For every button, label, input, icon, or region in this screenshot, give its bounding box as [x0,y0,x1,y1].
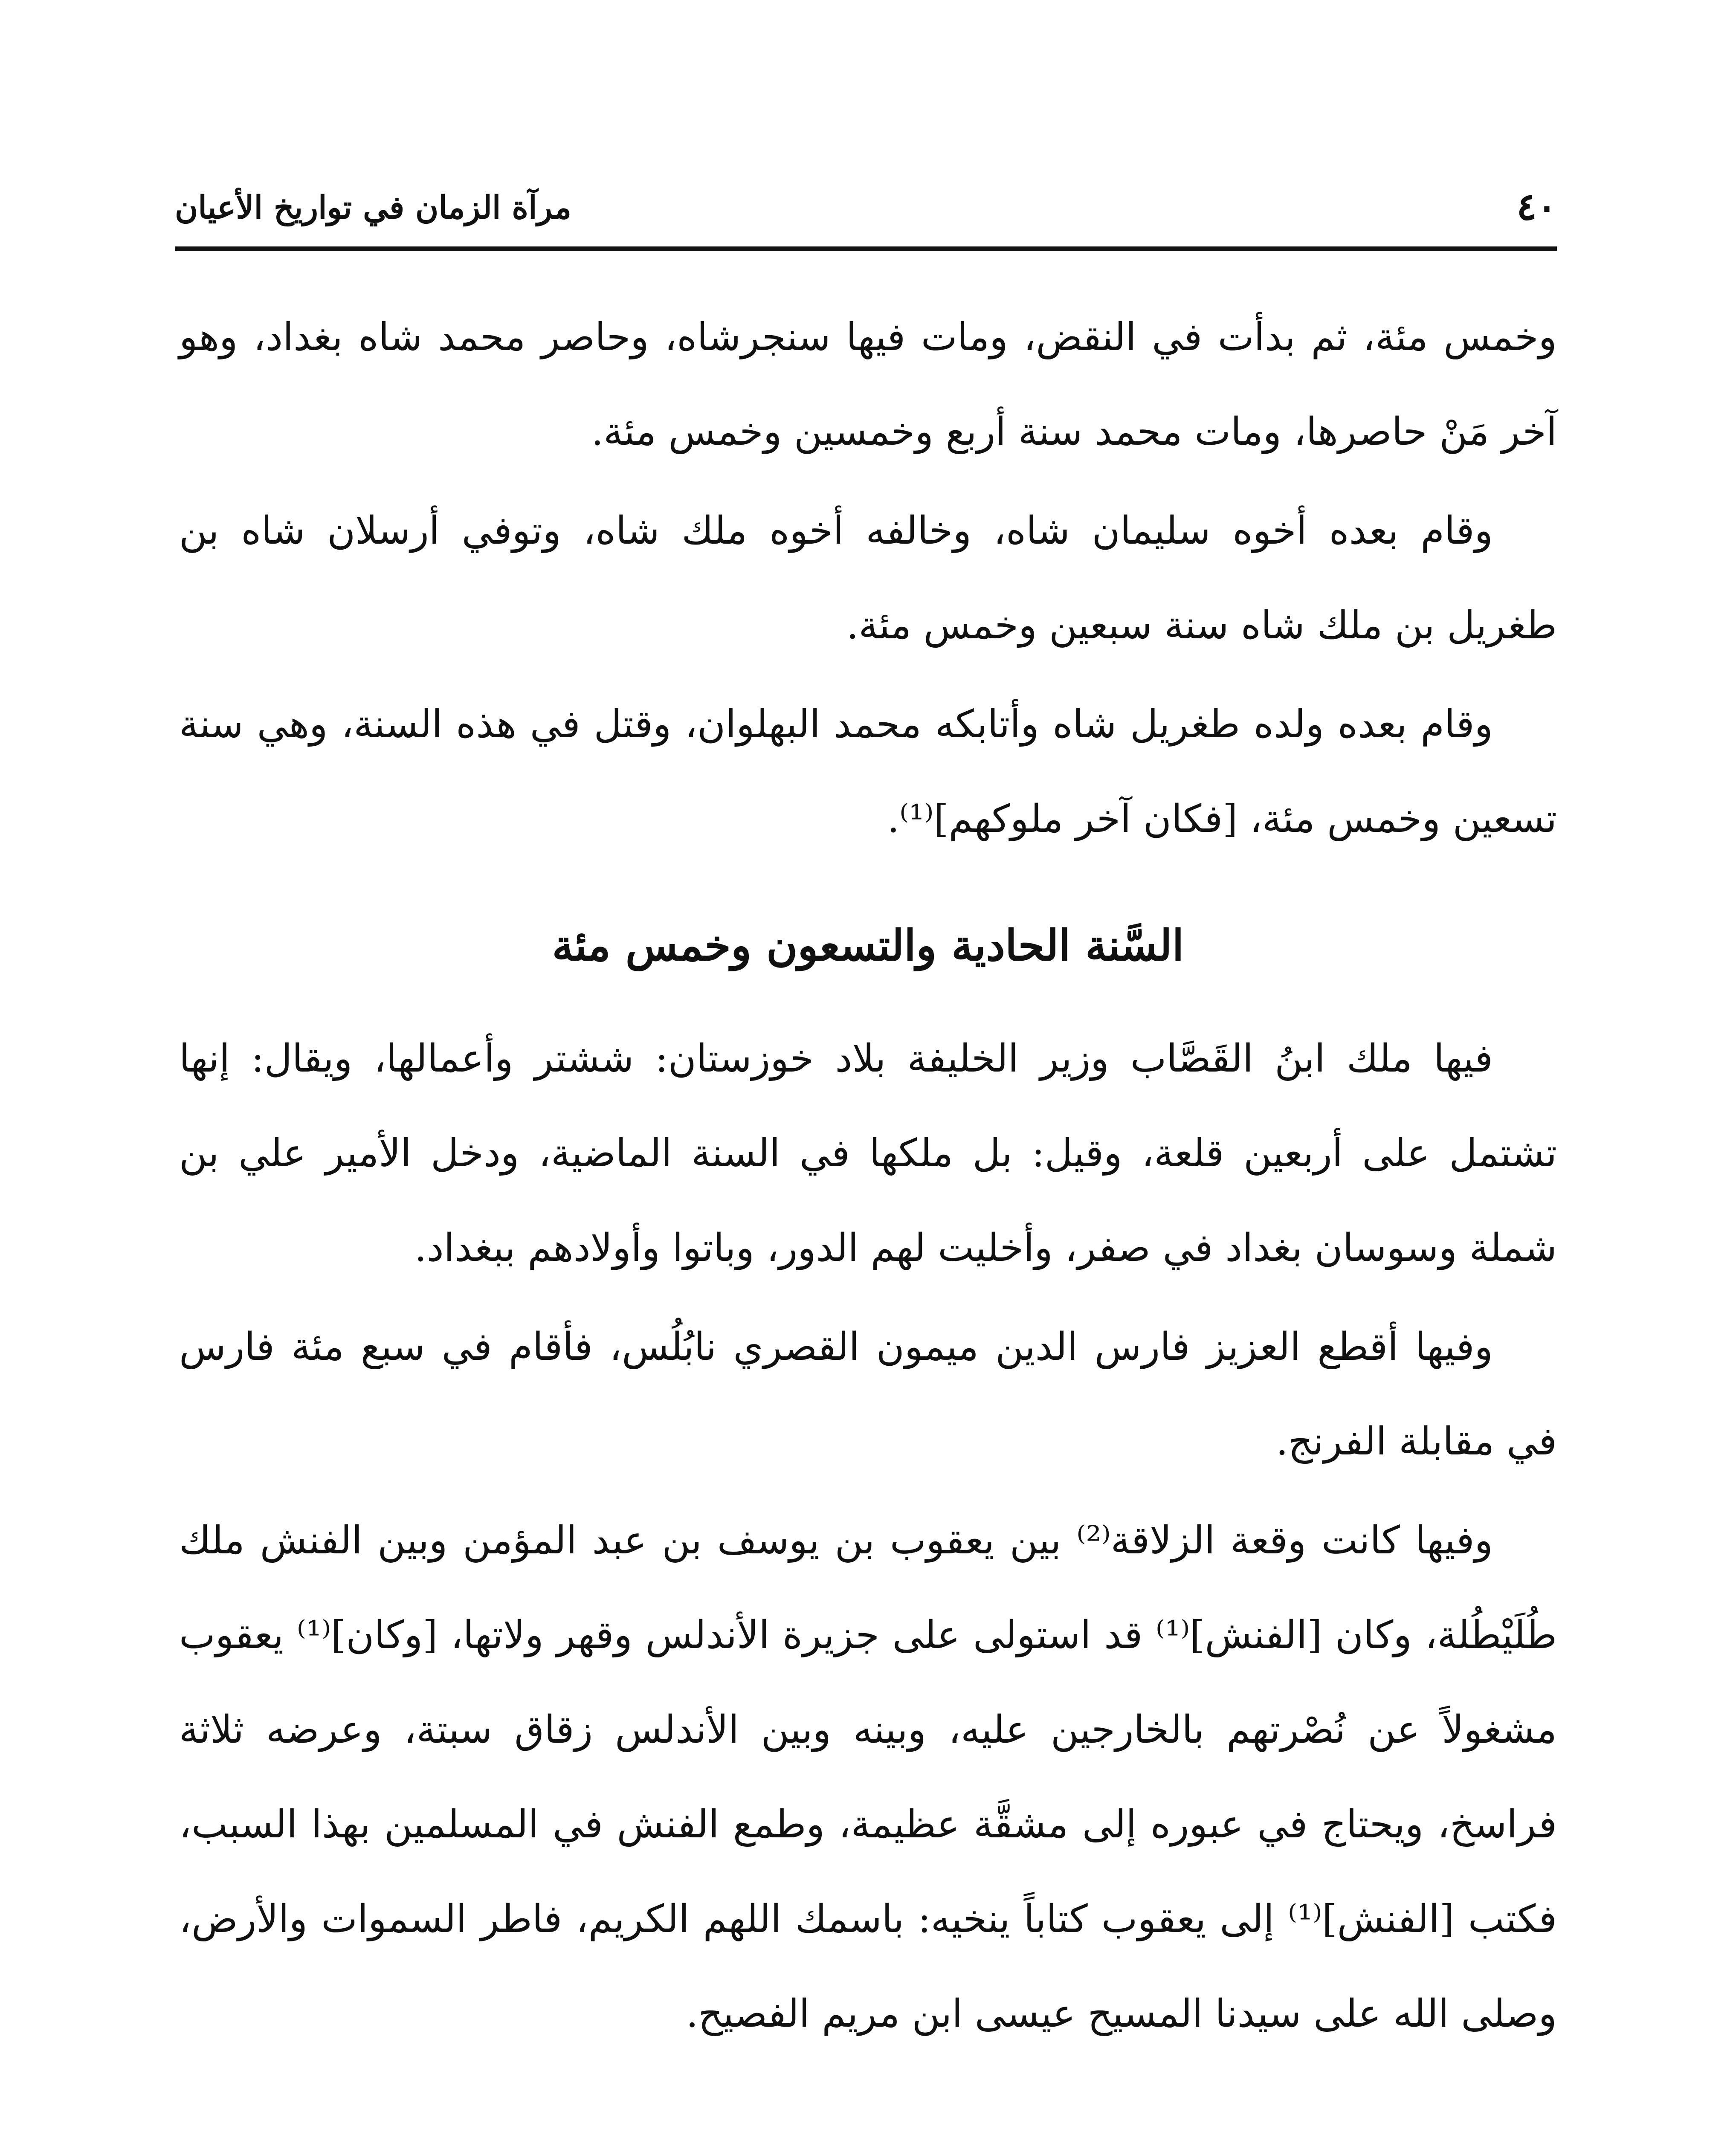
paragraph: فيها ملك ابنُ القَصَّاب وزير الخليفة بلاد خوزستان: ششتر وأعمالها، ويقال: إنها تشتمل على أربعين قلعة، وقيل: بل ملكها في السنة الماضية، ودخل الأمير علي بن شملة وسوسان بغداد في صفر، وأخليت لهم الدور، وباتوا وأولادهم ببغداد. [179,1036,1557,1270]
page-number: ٤٠ [1516,184,1557,229]
paragraph: وقام بعده أخوه سليمان شاه، وخالفه أخوه ملك شاه، وتوفي أرسلان شاه بن طغريل بن ملك شاه سنة سبعين وخمس مئة. [179,508,1557,648]
paragraph: وقام بعده ولده طغريل شاه وأتابكه محمد البهلوان، وقتل في هذه السنة، وهي سنة تسعين وخمس مئة، [فكان آخر ملوكهم]⁽¹⁾. [179,702,1557,841]
section-heading: السَّنة الحادية والتسعون وخمس مئة [552,920,1184,970]
header-rule [175,246,1557,251]
running-title: مرآة الزمان في تواريخ الأعيان [175,189,571,226]
running-header [175,179,1557,243]
paragraph: وفيها كانت وقعة الزلاقة⁽²⁾ بين يعقوب بن يوسف بن عبد المؤمن وبين الفنش ملك طُلَيْطُلة، وكان [الفنش]⁽¹⁾ قد استولى على جزيرة الأندلس وقهر ولاتها، [وكان]⁽¹⁾ يعقوب مشغولاً عن نُصْرتهم بالخارجين عليه، وبينه وبين الأندلس زقاق سبتة، وعرضه ثلاثة فراسخ، ويحتاج في عبوره إلى مشقَّة عظيمة، وطمع الفنش في المسلمين بهذا السبب، فكتب [الفنش]⁽¹⁾ إلى يعقوب كتاباً ينخيه: باسمك اللهم الكريم، فاطر السموات والأرض، وصلى الله على سيدنا المسيح عيسى ابن مريم الفصيح. [179,1518,1557,2036]
paragraph: وفيها أقطع العزيز فارس الدين ميمون القصري نابُلُس، فأقام في سبع مئة فارس في مقابلة الفرنج. [179,1324,1557,1464]
paragraph-continued: وخمس مئة، ثم بدأت في النقض، ومات فيها سنجرشاه، وحاصر محمد شاه بغداد، وهو آخر مَنْ حاصرها، ومات محمد سنة أربع وخمسين وخمس مئة. [179,315,1557,454]
main-text [179,290,1557,2065]
